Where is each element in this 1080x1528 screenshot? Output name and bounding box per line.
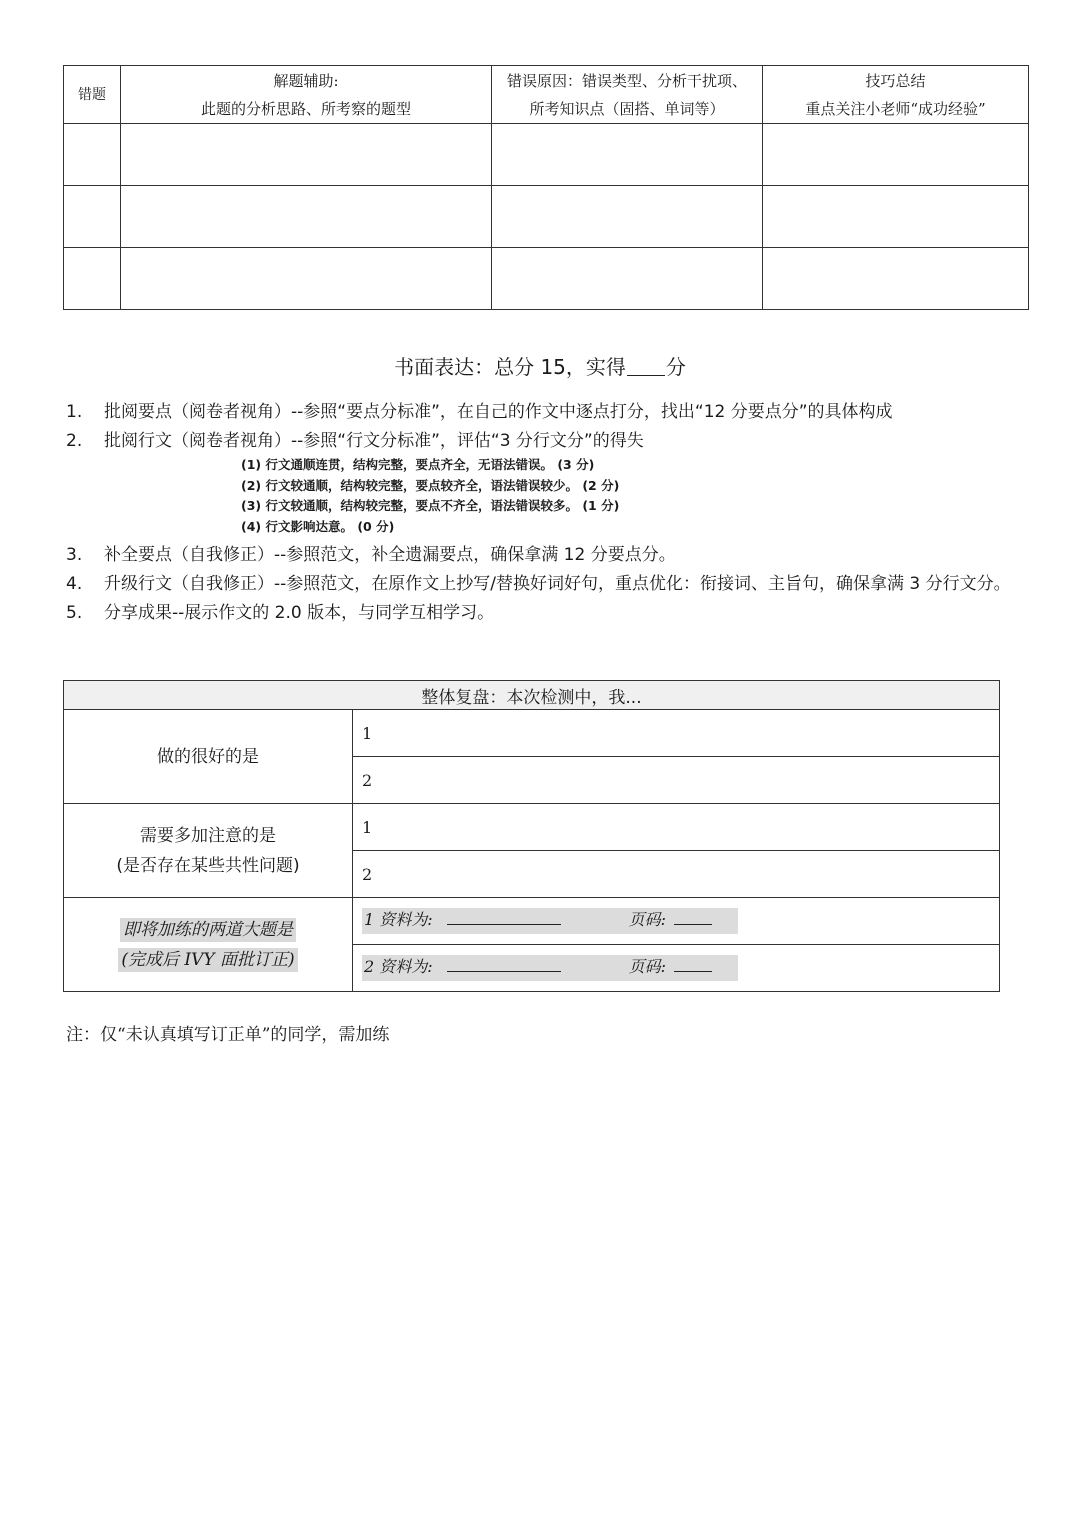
table-cell[interactable] xyxy=(121,124,492,186)
step-number: 1. xyxy=(66,402,83,422)
step-text: 分享成果--展示作文的 2.0 版本，与同学互相学习。 xyxy=(104,603,495,623)
table-cell[interactable] xyxy=(64,248,121,310)
list-item xyxy=(66,599,1026,628)
writing-criteria-list xyxy=(241,455,619,537)
table-cell[interactable] xyxy=(763,248,1029,310)
table-cell[interactable] xyxy=(763,186,1029,248)
table-cell[interactable] xyxy=(64,186,121,248)
table-cell[interactable] xyxy=(492,186,763,248)
error-analysis-table xyxy=(63,65,1029,310)
step-text: 升级行文（自我修正）--参照范文，在原作文上抄写/替换好词好句，重点优化：衔接词、主旨句，确保拿满 3 分行文分。 xyxy=(104,574,1011,594)
extra-practice-label-line2: (完成后 IVY 面批订正) xyxy=(118,948,297,972)
criteria-item: (4) 行文影响达意。 (0 分) xyxy=(241,518,395,534)
writing-title-score: 总分 15，实得 xyxy=(494,355,626,379)
table-row xyxy=(64,186,1029,248)
list-item xyxy=(66,398,1026,427)
step-text: 批阅行文（阅卷者视角）--参照“行文分标准”，评估“3 分行文分”的得失 xyxy=(104,431,644,451)
table-cell[interactable] xyxy=(763,124,1029,186)
criteria-item: (3) 行文较通顺，结构较完整，要点不齐全，语法错误较多。 (1 分) xyxy=(241,498,620,513)
needs-attention-label-line2: (是否存在某些共性问题) xyxy=(116,855,300,876)
list-item xyxy=(66,541,1026,570)
table-cell[interactable] xyxy=(64,124,121,186)
done-well-item[interactable]: 1 xyxy=(353,710,1000,757)
review-table-header: 整体复盘：本次检测中，我... xyxy=(64,681,1000,710)
step-number: 3. xyxy=(66,545,83,565)
writing-section-title xyxy=(0,352,1080,382)
criteria-item: (1) 行文通顺连贯，结构完整，要点齐全，无语法错误。 (3 分) xyxy=(241,457,595,472)
list-item xyxy=(66,570,1026,599)
step-text: 补全要点（自我修正）--参照范文，补全遗漏要点，确保拿满 12 分要点分。 xyxy=(104,545,676,565)
criteria-item: (2) 行文较通顺，结构较完整，要点较齐全，语法错误较少。 (2 分) xyxy=(241,477,620,493)
practice-source-blank[interactable] xyxy=(447,955,561,972)
needs-attention-item[interactable]: 2 xyxy=(353,851,1000,898)
score-blank[interactable] xyxy=(627,357,665,376)
overall-review-table xyxy=(63,680,1000,992)
extra-practice-label xyxy=(64,898,353,992)
practice-source-blank[interactable] xyxy=(447,908,561,925)
practice-page-label: 页码: xyxy=(628,910,667,929)
extra-practice-item xyxy=(353,945,1000,992)
writing-title-suffix: 分 xyxy=(665,355,686,379)
extra-practice-label-line1: 即将加练的两道大题是 xyxy=(120,918,296,942)
list-item xyxy=(66,427,1026,456)
table-cell[interactable] xyxy=(492,124,763,186)
step-number: 4. xyxy=(66,574,83,594)
done-well-label: 做的很好的是 xyxy=(64,710,353,804)
extra-practice-item xyxy=(353,898,1000,945)
step-number: 2. xyxy=(66,431,83,451)
table-row xyxy=(64,124,1029,186)
table-row xyxy=(64,248,1029,310)
practice-source-label: 1 资料为: xyxy=(364,910,433,929)
header-wrong-question: 错题 xyxy=(64,66,121,124)
table-cell[interactable] xyxy=(121,186,492,248)
footnote: 注：仅“未认真填写订正单”的同学，需加练 xyxy=(66,1025,390,1045)
practice-page-blank[interactable] xyxy=(674,908,712,925)
needs-attention-label-line1: 需要多加注意的是 xyxy=(140,825,276,846)
writing-title-prefix: 书面表达： xyxy=(394,355,495,379)
step-text: 批阅要点（阅卷者视角）--参照“要点分标准”，在自己的作文中逐点打分，找出“12 分要点分”的具体构成 xyxy=(104,402,893,422)
header-error-reason: 错误原因：错误类型、分析干扰项、 所考知识点（固搭、单词等） xyxy=(492,66,763,124)
header-skill-summary: 技巧总结 重点关注小老师“成功经验” xyxy=(763,66,1029,124)
step-number: 5. xyxy=(66,603,83,623)
table-cell[interactable] xyxy=(121,248,492,310)
table-cell[interactable] xyxy=(492,248,763,310)
error-table-header-row xyxy=(64,66,1029,124)
done-well-item[interactable]: 2 xyxy=(353,757,1000,804)
practice-page-blank[interactable] xyxy=(674,955,712,972)
practice-page-label: 页码: xyxy=(628,957,667,976)
practice-source-label: 2 资料为: xyxy=(364,957,433,976)
needs-attention-item[interactable]: 1 xyxy=(353,804,1000,851)
header-solution-aid: 解题辅助: 此题的分析思路、所考察的题型 xyxy=(121,66,492,124)
needs-attention-label xyxy=(64,804,353,898)
